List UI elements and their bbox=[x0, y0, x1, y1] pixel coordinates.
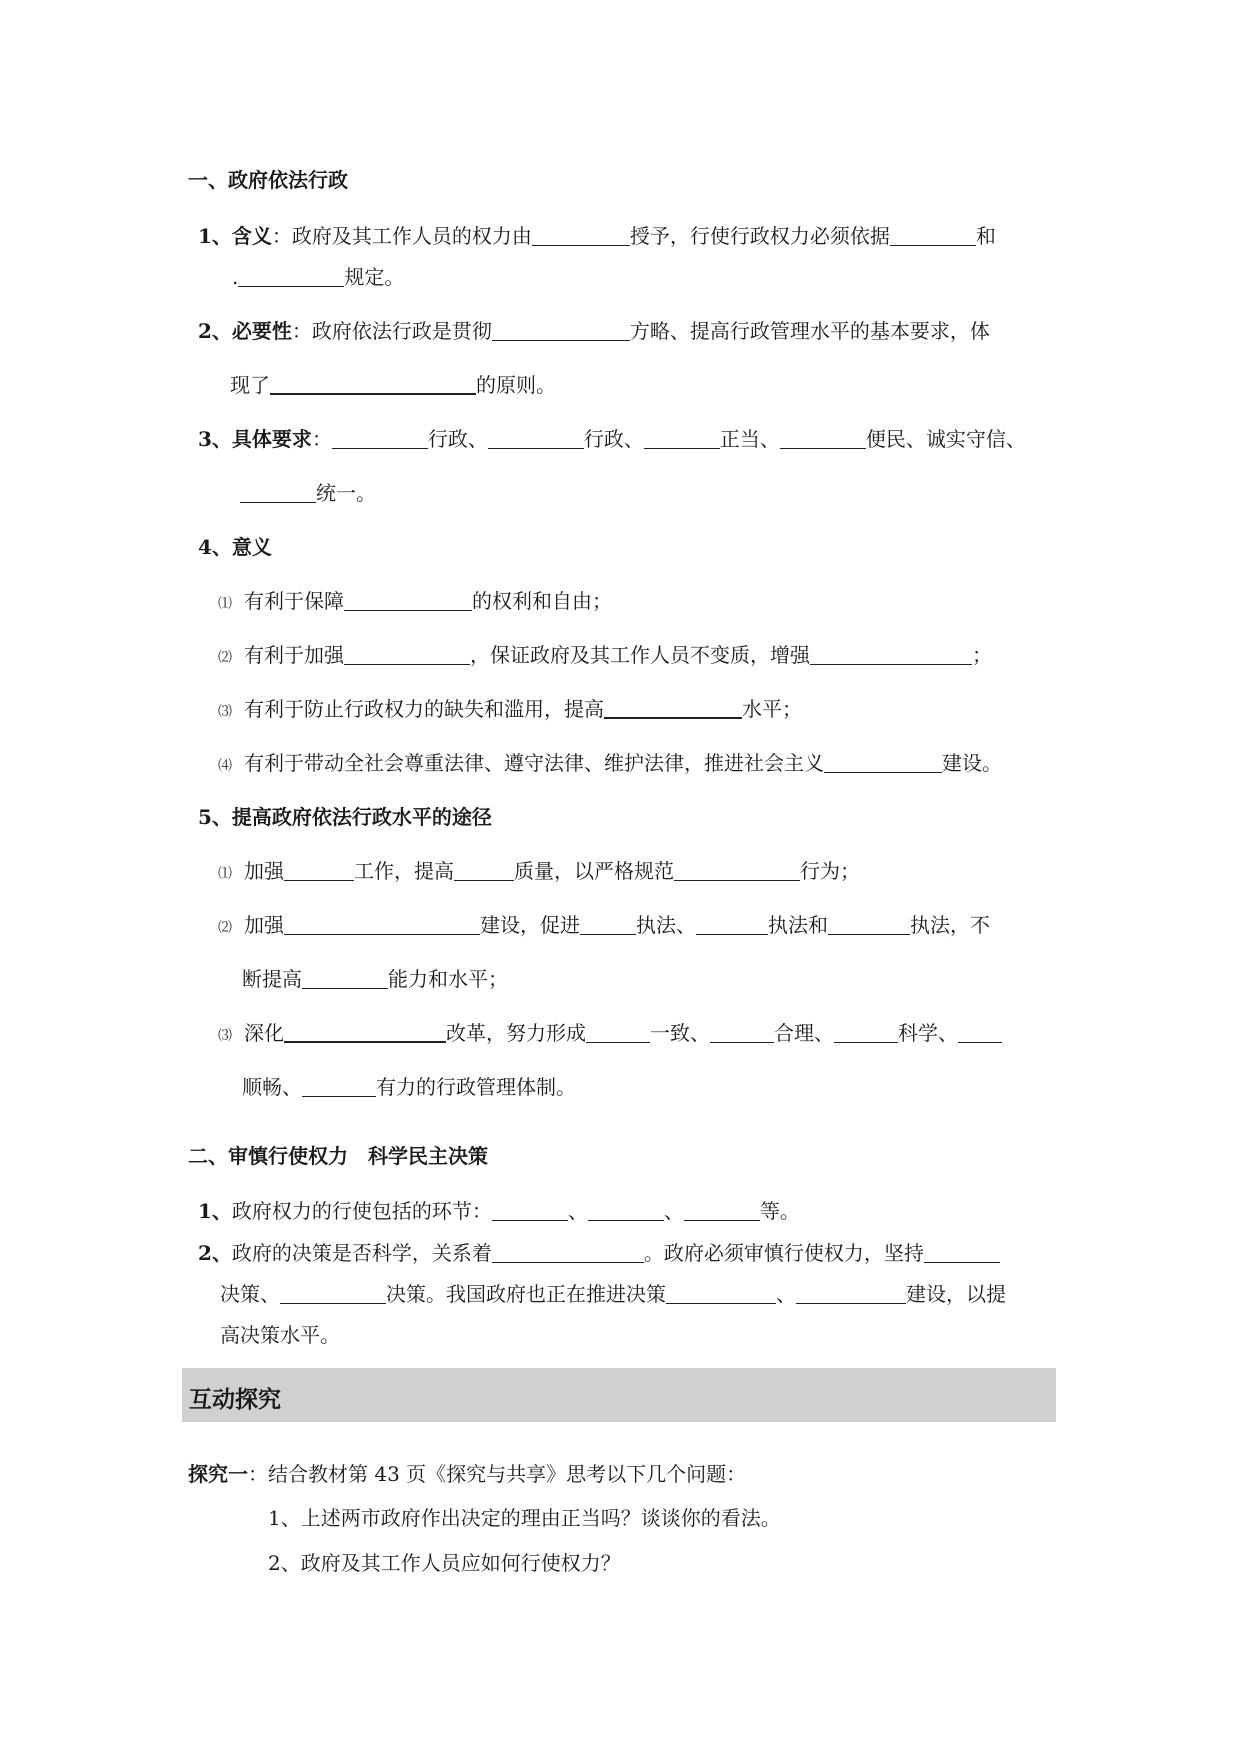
point-text: 科学、 bbox=[898, 1021, 958, 1045]
item-2-label: 2、必要性 bbox=[198, 319, 292, 343]
item-1-text: 政府及其工作人员的权力由 bbox=[291, 224, 532, 248]
answer-blank[interactable] bbox=[270, 373, 476, 395]
point-text: 执法、 bbox=[636, 913, 696, 937]
point-text: 建设，促进 bbox=[480, 913, 580, 937]
item-4-point-1 bbox=[218, 588, 612, 617]
colon: ： bbox=[291, 319, 312, 343]
s2-item-2-line-1 bbox=[198, 1240, 1000, 1266]
interactive-section-bar bbox=[182, 1368, 1056, 1422]
item-2-text: 方略、提高行政管理水平的基本要求，体 bbox=[629, 319, 990, 343]
point-text: 顺畅、 bbox=[242, 1075, 302, 1099]
answer-blank[interactable] bbox=[238, 266, 344, 287]
answer-blank[interactable] bbox=[810, 644, 972, 665]
point-text: 加强 bbox=[244, 913, 284, 937]
explore-1-label: 探究一 bbox=[188, 1462, 248, 1486]
item-5-point-1 bbox=[218, 858, 860, 887]
s2-item-1 bbox=[198, 1198, 800, 1224]
item-1-text: 授予，行使行政权力必须依据 bbox=[629, 224, 890, 248]
item-1-line-2 bbox=[232, 264, 404, 290]
answer-blank[interactable] bbox=[344, 644, 470, 665]
interactive-section-title: 互动探究 bbox=[189, 1387, 281, 1413]
point-marker: ⑷ bbox=[218, 758, 232, 774]
item-2-line-2 bbox=[230, 372, 556, 398]
point-text: 能力和水平； bbox=[388, 967, 508, 991]
answer-blank[interactable] bbox=[280, 1283, 386, 1304]
answer-blank[interactable] bbox=[780, 428, 866, 449]
point-text: 一致、 bbox=[650, 1021, 710, 1045]
separator: 、 bbox=[567, 1199, 588, 1223]
point-marker: ⑵ bbox=[218, 650, 232, 666]
item-2-text: 现了 bbox=[230, 373, 270, 397]
point-text: 的权利和自由； bbox=[472, 589, 612, 613]
answer-blank[interactable] bbox=[332, 428, 428, 449]
s2-item-2-text: 政府的决策是否科学，关系着 bbox=[231, 1241, 492, 1265]
answer-blank[interactable] bbox=[604, 697, 742, 719]
point-text: 断提高 bbox=[242, 967, 302, 991]
colon: ： bbox=[311, 427, 332, 451]
answer-blank[interactable] bbox=[586, 1022, 650, 1043]
item-5-point-3-line-1 bbox=[218, 1020, 1002, 1049]
item-4-label: 4、意义 bbox=[198, 535, 272, 559]
answer-blank[interactable] bbox=[710, 1022, 774, 1043]
item-3-line-1 bbox=[198, 426, 1026, 452]
point-text: 加强 bbox=[244, 859, 284, 883]
answer-blank[interactable] bbox=[344, 590, 472, 611]
item-1-label: 1、含义 bbox=[198, 224, 272, 248]
item-3-text: 统一。 bbox=[316, 481, 376, 505]
s2-item-1-text: 政府权力的行使包括的环节： bbox=[231, 1199, 492, 1223]
item-1-line-1 bbox=[198, 223, 996, 249]
separator: 、 bbox=[776, 1282, 796, 1306]
point-text: 合理、 bbox=[774, 1021, 834, 1045]
point-text: 执法，不 bbox=[910, 913, 990, 937]
point-text: 深化 bbox=[244, 1021, 284, 1045]
item-2-text: 的原则。 bbox=[476, 373, 556, 397]
answer-blank[interactable] bbox=[284, 1021, 446, 1043]
point-text: 有利于带动全社会尊重法律、遵守法律、维护法律，推进社会主义 bbox=[244, 751, 824, 775]
point-text: 有利于保障 bbox=[244, 589, 344, 613]
answer-blank[interactable] bbox=[284, 914, 480, 935]
answer-blank[interactable] bbox=[580, 914, 636, 935]
answer-blank[interactable] bbox=[684, 1200, 760, 1221]
explore-1-intro bbox=[188, 1461, 746, 1487]
point-text: 水平； bbox=[742, 697, 802, 721]
point-text: 行为； bbox=[800, 859, 860, 883]
answer-blank[interactable] bbox=[588, 1200, 664, 1221]
colon: ： bbox=[271, 224, 292, 248]
point-text: 有利于防止行政权力的缺失和滥用，提高 bbox=[244, 697, 604, 721]
answer-blank[interactable] bbox=[924, 1242, 1000, 1263]
s2-item-2-text: 。政府必须审慎行使权力，坚持 bbox=[643, 1241, 924, 1265]
item-1-text: . bbox=[232, 265, 239, 289]
section-2-title: 二、审慎行使权力 科学民主决策 bbox=[188, 1144, 488, 1168]
answer-blank[interactable] bbox=[532, 225, 630, 246]
answer-blank[interactable] bbox=[696, 914, 768, 935]
item-5-label: 5、提高政府依法行政水平的途径 bbox=[198, 805, 492, 829]
item-1-text: 和 bbox=[975, 224, 996, 248]
point-text: 改革，努力形成 bbox=[446, 1021, 586, 1045]
answer-blank[interactable] bbox=[666, 1283, 776, 1304]
point-text: 执法和 bbox=[768, 913, 828, 937]
point-marker: ⑵ bbox=[218, 920, 232, 936]
point-text: 建设。 bbox=[942, 751, 1002, 775]
item-1-text: 规定。 bbox=[344, 265, 405, 289]
item-3-text: 正当、 bbox=[719, 427, 780, 451]
item-3-text: 行政、 bbox=[583, 427, 644, 451]
section-1-title: 一、政府依法行政 bbox=[188, 168, 348, 192]
item-5-point-3-line-2 bbox=[242, 1074, 576, 1100]
answer-blank[interactable] bbox=[828, 914, 910, 935]
answer-blank[interactable] bbox=[488, 428, 584, 449]
s2-item-1-text: 等。 bbox=[759, 1199, 800, 1223]
point-marker: ⑶ bbox=[218, 1028, 232, 1044]
item-2-text: 政府依法行政是贯彻 bbox=[311, 319, 492, 343]
answer-blank[interactable] bbox=[644, 428, 720, 449]
answer-blank[interactable] bbox=[834, 1022, 898, 1043]
separator: 、 bbox=[663, 1199, 684, 1223]
point-text: 工作，提高 bbox=[354, 859, 454, 883]
answer-blank[interactable] bbox=[796, 1283, 906, 1304]
item-2-line-1 bbox=[198, 318, 990, 344]
point-marker: ⑴ bbox=[218, 866, 232, 882]
point-text: ，保证政府及其工作人员不变质，增强 bbox=[470, 643, 810, 667]
answer-blank[interactable] bbox=[890, 225, 976, 246]
answer-blank[interactable] bbox=[958, 1022, 1002, 1043]
point-text: 有利于加强 bbox=[244, 643, 344, 667]
s2-item-2-line-2 bbox=[220, 1281, 1006, 1307]
item-5-point-2-line-1 bbox=[218, 912, 990, 941]
explore-1-text: ：结合教材第 43 页《探究与共享》思考以下几个问题： bbox=[248, 1462, 747, 1486]
point-text: 质量，以严格规范 bbox=[514, 859, 674, 883]
item-number: 2、 bbox=[198, 1241, 232, 1265]
answer-blank[interactable] bbox=[302, 1076, 376, 1097]
answer-blank[interactable] bbox=[492, 1242, 644, 1263]
item-4-point-2 bbox=[218, 642, 992, 671]
answer-blank[interactable] bbox=[492, 1200, 568, 1221]
explore-question-1: 1、上述两市政府作出决定的理由正当吗？谈谈你的看法。 bbox=[268, 1506, 781, 1530]
s2-item-2-text: 决策。我国政府也正在推进决策 bbox=[386, 1282, 666, 1306]
answer-blank[interactable] bbox=[674, 860, 800, 881]
s2-item-2-text: 建设，以提 bbox=[906, 1282, 1006, 1306]
answer-blank[interactable] bbox=[284, 860, 354, 881]
item-4-point-3 bbox=[218, 696, 802, 725]
s2-item-2-text: 决策、 bbox=[220, 1282, 280, 1306]
answer-blank[interactable] bbox=[492, 320, 630, 341]
point-text: 有力的行政管理体制。 bbox=[376, 1075, 576, 1099]
point-text: ； bbox=[972, 643, 992, 667]
answer-blank[interactable] bbox=[454, 860, 514, 881]
point-marker: ⑴ bbox=[218, 596, 232, 612]
answer-blank[interactable] bbox=[824, 752, 942, 773]
item-number: 1、 bbox=[198, 1199, 232, 1223]
item-3-text: 便民、诚实守信、 bbox=[865, 427, 1026, 451]
item-3-text: 行政、 bbox=[427, 427, 488, 451]
point-marker: ⑶ bbox=[218, 704, 232, 720]
item-4-point-4 bbox=[218, 750, 1002, 779]
explore-question-2: 2、政府及其工作人员应如何行使权力？ bbox=[268, 1551, 621, 1575]
item-3-line-2 bbox=[240, 480, 376, 506]
item-5-point-2-line-2 bbox=[242, 966, 508, 992]
answer-blank[interactable] bbox=[240, 482, 316, 503]
answer-blank[interactable] bbox=[302, 968, 388, 989]
item-3-label: 3、具体要求 bbox=[198, 427, 312, 451]
s2-item-2-line-3: 高决策水平。 bbox=[220, 1323, 340, 1347]
